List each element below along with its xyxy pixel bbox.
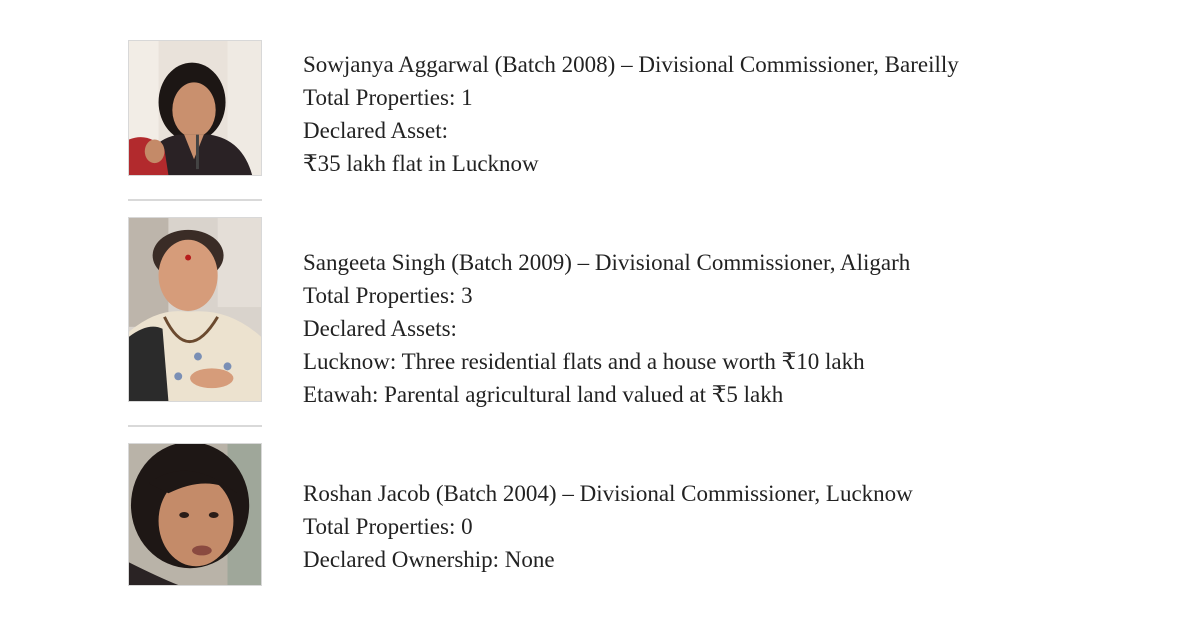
total-properties: Total Properties: 0 <box>303 514 473 539</box>
asset-item: Etawah: Parental agricultural land valued at ₹5 lakh <box>303 382 784 407</box>
divider <box>128 199 262 201</box>
declared-ownership: Declared Ownership: None <box>303 547 555 572</box>
entry-sowjanya-aggarwal <box>303 48 959 180</box>
asset-item: Lucknow: Three residential flats and a house worth ₹10 lakh <box>303 349 865 374</box>
declared-assets-label: Declared Assets: <box>303 316 457 341</box>
portrait-photo-roshan-jacob <box>128 443 262 586</box>
entry-heading: Sowjanya Aggarwal (Batch 2008) – Divisional Commissioner, Bareilly <box>303 52 959 77</box>
entry-roshan-jacob <box>303 477 913 576</box>
total-properties: Total Properties: 3 <box>303 283 473 308</box>
total-properties: Total Properties: 1 <box>303 85 473 110</box>
entry-heading: Sangeeta Singh (Batch 2009) – Divisional Commissioner, Aligarh <box>303 250 911 275</box>
divider <box>128 425 262 427</box>
asset-item: ₹35 lakh flat in Lucknow <box>303 151 539 176</box>
portrait-photo-sangeeta-singh <box>128 217 262 402</box>
portrait-photo-sowjanya-aggarwal <box>128 40 262 176</box>
entry-sangeeta-singh <box>303 246 910 411</box>
declared-assets-label: Declared Asset: <box>303 118 448 143</box>
entry-heading: Roshan Jacob (Batch 2004) – Divisional Commissioner, Lucknow <box>303 481 913 506</box>
